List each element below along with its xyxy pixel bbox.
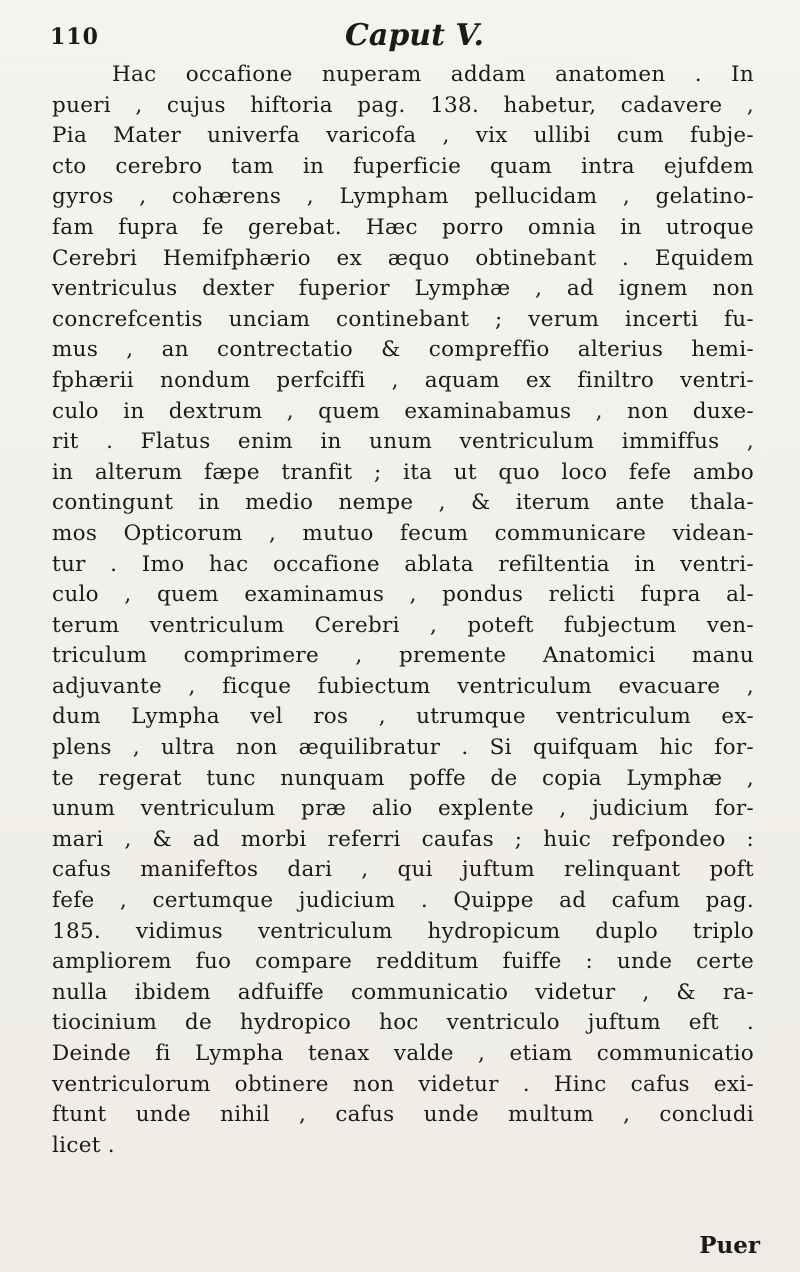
text-line: ventriculus dexter fuperior Lymphæ , ad ignem non [52, 276, 754, 302]
text-line: Deinde fi Lympha tenax valde , etiam communicatio [52, 1041, 754, 1066]
text-line: mus , an contrectatio & compreffio alterius hemi- [52, 337, 754, 363]
text-line: fefe , certumque judicium . Quippe ad cafum pag. [52, 888, 754, 914]
text-line: gyros , cohærens , Lympham pellucidam , gelatino- [52, 184, 754, 210]
running-head: Caput V. [345, 18, 484, 53]
text-line: licet . [52, 1132, 115, 1158]
text-line: plens , ultra non æquilibratur . Si quifquam hic for- [52, 735, 754, 761]
text-line: mos Opticorum , mutuo fecum communicare videan- [52, 520, 754, 546]
text-line: rit . Flatus enim in unum ventriculum immiffus , [52, 429, 754, 455]
text-line: Pia Mater univerfa varicofa , vix ullibi cum fubje- [52, 123, 754, 149]
text-line: contingunt in medio nempe , & iterum ante thala- [52, 490, 754, 516]
text-line: triculum comprimere , premente Anatomici manu [52, 643, 754, 669]
text-line: in alterum fæpe tranfit ; ita ut quo loco fefe ambo [52, 459, 754, 485]
text-line: concrefcentis unciam continebant ; verum incerti fu- [52, 306, 754, 332]
text-line: ventriculorum obtinere non videtur . Hinc cafus exi- [52, 1071, 754, 1097]
text-line: terum ventriculum Cerebri , poteft fubjectum ven- [52, 612, 754, 638]
text-line: 185. vidimus ventriculum hydropicum duplo triplo [52, 918, 754, 944]
text-line: fphærii nondum perfciffi , aquam ex finiltro ventri- [52, 367, 754, 393]
body-text [52, 60, 754, 1161]
text-line: ampliorem fuo compare redditum fuiffe : unde certe [52, 949, 754, 975]
text-line: nulla ibidem adfuiffe communicatio videtur , & ra- [52, 979, 754, 1005]
text-line: ftunt unde nihil , cafus unde multum , concludi [52, 1102, 754, 1128]
text-line: tiocinium de hydropico hoc ventriculo juftum eft . [52, 1010, 754, 1036]
text-line: adjuvante , ficque fubiectum ventriculum evacuare , [52, 673, 754, 699]
catchword: Puer [699, 1232, 760, 1259]
text-line: culo in dextrum , quem examinabamus , non duxe- [52, 398, 754, 424]
page-header [50, 14, 750, 54]
text-line: fam fupra fe gerebat. Hæc porro omnia in utroque [52, 214, 754, 240]
text-line: dum Lympha vel ros , utrumque ventriculum ex- [52, 704, 754, 730]
text-line: Cerebri Hemifphærio ex æquo obtinebant . Equidem [52, 245, 754, 271]
text-line: pueri , cujus hiftoria pag. 138. habetur, cadavere , [52, 92, 754, 118]
page-number: 110 [50, 24, 99, 50]
text-line: te regerat tunc nunquam poffe de copia Lymphæ , [52, 765, 754, 791]
text-line: Hac occafione nuperam addam anatomen . In [112, 62, 754, 87]
text-line: mari , & ad morbi referri caufas ; huic refpondeo : [52, 826, 754, 852]
text-line: cafus manifeftos dari , qui juftum relinquant poft [52, 857, 754, 883]
text-line: unum ventriculum præ alio explente , judicium for- [52, 796, 754, 822]
text-line: tur . Imo hac occafione ablata refiltentia in ventri- [52, 551, 754, 577]
text-line: culo , quem examinamus , pondus relicti fupra al- [52, 582, 754, 608]
text-line: cto cerebro tam in fuperficie quam intra ejufdem [52, 153, 754, 179]
